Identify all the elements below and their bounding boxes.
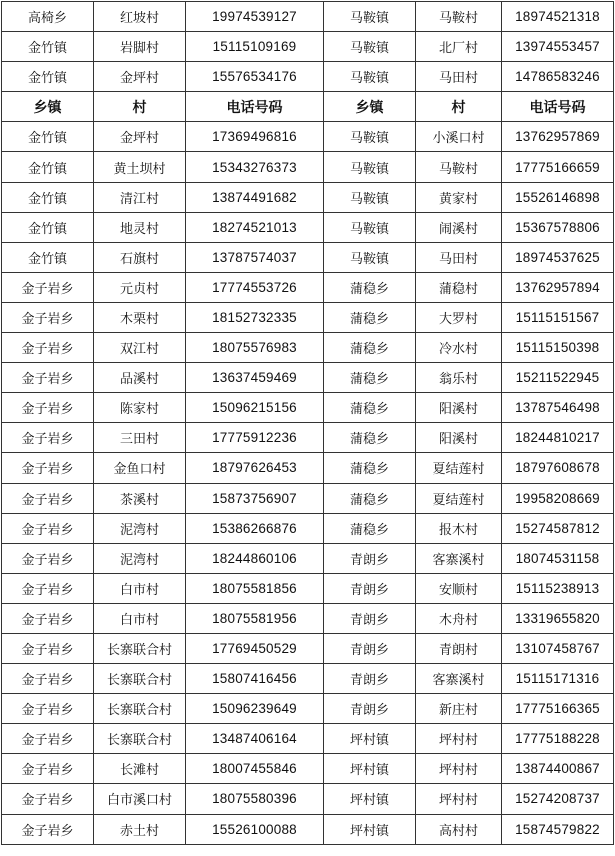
cell-town-left: 金子岩乡 [2,363,94,393]
cell-town-right: 蒲稳乡 [324,272,416,302]
cell-village-right: 木舟村 [416,603,502,633]
cell-village-left: 长寨联合村 [94,694,186,724]
cell-phone-left: 18797626453 [186,453,324,483]
cell-town-left: 金子岩乡 [2,543,94,573]
cell-village-right: 青朗村 [416,633,502,663]
cell-village-left: 泥湾村 [94,543,186,573]
contact-table [1,1,614,845]
cell-phone-right: 15115171316 [502,664,614,694]
header-village-right: 村 [416,92,502,122]
cell-phone-left: 18152732335 [186,302,324,332]
cell-phone-right: 15874579822 [502,814,614,844]
cell-town-right: 蒲稳乡 [324,363,416,393]
cell-village-left: 三田村 [94,423,186,453]
cell-town-right: 青朗乡 [324,694,416,724]
cell-village-left: 品溪村 [94,363,186,393]
cell-phone-left: 15115109169 [186,32,324,62]
cell-village-right: 小溪口村 [416,122,502,152]
cell-town-right: 青朗乡 [324,573,416,603]
cell-village-right: 安顺村 [416,573,502,603]
table-row [2,453,614,483]
cell-phone-right: 18974537625 [502,242,614,272]
table-row [2,363,614,393]
cell-town-right: 坪村镇 [324,814,416,844]
table-row [2,122,614,152]
cell-town-right: 蒲稳乡 [324,483,416,513]
cell-phone-left: 15526100088 [186,814,324,844]
table-row [2,483,614,513]
table-row [2,724,614,754]
cell-town-right: 马鞍镇 [324,122,416,152]
cell-phone-right: 15367578806 [502,212,614,242]
cell-village-left: 黄土坝村 [94,152,186,182]
cell-village-left: 赤土村 [94,814,186,844]
cell-phone-right: 18974521318 [502,2,614,32]
cell-village-right: 新庄村 [416,694,502,724]
cell-village-left: 长滩村 [94,754,186,784]
cell-phone-right: 17775166659 [502,152,614,182]
cell-phone-left: 15096239649 [186,694,324,724]
cell-phone-right: 13974553457 [502,32,614,62]
cell-phone-right: 18797608678 [502,453,614,483]
table-row [2,242,614,272]
cell-town-left: 金竹镇 [2,182,94,212]
cell-village-right: 报木村 [416,513,502,543]
table-row [2,603,614,633]
cell-village-right: 闹溪村 [416,212,502,242]
cell-village-right: 坪村村 [416,754,502,784]
cell-village-left: 红坡村 [94,2,186,32]
header-town-left: 乡镇 [2,92,94,122]
cell-phone-right: 19958208669 [502,483,614,513]
cell-town-left: 金子岩乡 [2,423,94,453]
cell-town-right: 马鞍镇 [324,32,416,62]
cell-phone-left: 18244860106 [186,543,324,573]
table-row [2,32,614,62]
cell-phone-right: 13107458767 [502,633,614,663]
table-row [2,633,614,663]
table-row [2,573,614,603]
table-row [2,62,614,92]
cell-phone-left: 18075576983 [186,333,324,363]
cell-phone-right: 15115151567 [502,302,614,332]
cell-village-right: 高村村 [416,814,502,844]
cell-town-left: 金竹镇 [2,62,94,92]
cell-village-left: 陈家村 [94,393,186,423]
cell-phone-right: 15211522945 [502,363,614,393]
cell-town-left: 金竹镇 [2,122,94,152]
cell-village-right: 夏结莲村 [416,453,502,483]
cell-town-left: 金竹镇 [2,32,94,62]
cell-phone-right: 17775188228 [502,724,614,754]
cell-phone-right: 18074531158 [502,543,614,573]
cell-village-left: 石旗村 [94,242,186,272]
table-row [2,272,614,302]
cell-town-right: 蒲稳乡 [324,453,416,483]
table-row [2,513,614,543]
cell-town-left: 金子岩乡 [2,302,94,332]
cell-village-right: 马田村 [416,242,502,272]
cell-phone-left: 17369496816 [186,122,324,152]
table-row [2,814,614,844]
cell-town-right: 蒲稳乡 [324,423,416,453]
cell-village-right: 阳溪村 [416,393,502,423]
cell-phone-right: 13787546498 [502,393,614,423]
header-phone-right: 电话号码 [502,92,614,122]
cell-village-left: 岩脚村 [94,32,186,62]
cell-town-right: 坪村镇 [324,724,416,754]
cell-town-right: 坪村镇 [324,754,416,784]
cell-village-right: 北厂村 [416,32,502,62]
cell-phone-right: 15274208737 [502,784,614,814]
cell-village-left: 木栗村 [94,302,186,332]
cell-town-right: 青朗乡 [324,633,416,663]
cell-town-right: 青朗乡 [324,603,416,633]
cell-village-right: 马田村 [416,62,502,92]
table-row [2,694,614,724]
cell-phone-right: 13762957869 [502,122,614,152]
table-row [2,423,614,453]
cell-town-right: 马鞍镇 [324,152,416,182]
cell-town-right: 蒲稳乡 [324,302,416,332]
cell-phone-right: 15115238913 [502,573,614,603]
cell-village-left: 金鱼口村 [94,453,186,483]
cell-town-left: 金子岩乡 [2,664,94,694]
cell-phone-right: 13874400867 [502,754,614,784]
cell-village-left: 地灵村 [94,212,186,242]
cell-town-left: 金子岩乡 [2,573,94,603]
cell-phone-right: 17775166365 [502,694,614,724]
cell-town-left: 金竹镇 [2,242,94,272]
cell-town-left: 金子岩乡 [2,633,94,663]
cell-village-right: 坪村村 [416,784,502,814]
cell-village-left: 长寨联合村 [94,724,186,754]
cell-village-right: 客寨溪村 [416,664,502,694]
cell-town-left: 金子岩乡 [2,483,94,513]
cell-phone-left: 15576534176 [186,62,324,92]
cell-town-left: 高椅乡 [2,2,94,32]
cell-phone-left: 15873756907 [186,483,324,513]
table-row [2,152,614,182]
cell-phone-right: 13319655820 [502,603,614,633]
cell-phone-left: 18007455846 [186,754,324,784]
table-row [2,784,614,814]
cell-town-left: 金子岩乡 [2,272,94,302]
cell-village-right: 马鞍村 [416,152,502,182]
cell-town-left: 金子岩乡 [2,453,94,483]
cell-town-left: 金子岩乡 [2,814,94,844]
cell-phone-right: 15526146898 [502,182,614,212]
cell-town-left: 金子岩乡 [2,603,94,633]
cell-village-right: 翁乐村 [416,363,502,393]
cell-phone-left: 17775912236 [186,423,324,453]
table-row [2,2,614,32]
cell-town-right: 马鞍镇 [324,62,416,92]
cell-town-right: 坪村镇 [324,784,416,814]
cell-village-right: 坪村村 [416,724,502,754]
cell-town-left: 金子岩乡 [2,784,94,814]
cell-village-left: 清江村 [94,182,186,212]
cell-phone-left: 13874491682 [186,182,324,212]
cell-village-left: 长寨联合村 [94,633,186,663]
cell-town-left: 金子岩乡 [2,513,94,543]
cell-village-left: 金坪村 [94,62,186,92]
cell-village-left: 双江村 [94,333,186,363]
cell-village-right: 蒲稳村 [416,272,502,302]
cell-village-left: 白市村 [94,573,186,603]
cell-town-left: 金竹镇 [2,212,94,242]
cell-phone-left: 13637459469 [186,363,324,393]
cell-village-left: 元贞村 [94,272,186,302]
cell-phone-left: 13487406164 [186,724,324,754]
cell-phone-right: 18244810217 [502,423,614,453]
cell-phone-left: 15807416456 [186,664,324,694]
cell-town-right: 青朗乡 [324,543,416,573]
cell-village-right: 夏结莲村 [416,483,502,513]
cell-town-left: 金子岩乡 [2,393,94,423]
cell-phone-left: 17774553726 [186,272,324,302]
cell-phone-left: 15343276373 [186,152,324,182]
cell-village-left: 茶溪村 [94,483,186,513]
cell-phone-left: 18274521013 [186,212,324,242]
cell-phone-left: 15386266876 [186,513,324,543]
cell-town-right: 蒲稳乡 [324,333,416,363]
cell-phone-left: 18075581856 [186,573,324,603]
cell-village-left: 金坪村 [94,122,186,152]
cell-phone-left: 17769450529 [186,633,324,663]
table-row [2,754,614,784]
cell-town-left: 金竹镇 [2,152,94,182]
cell-village-right: 大罗村 [416,302,502,332]
cell-town-left: 金子岩乡 [2,724,94,754]
cell-village-left: 白市溪口村 [94,784,186,814]
cell-town-right: 蒲稳乡 [324,393,416,423]
table-row [2,302,614,332]
cell-village-left: 泥湾村 [94,513,186,543]
cell-phone-right: 15274587812 [502,513,614,543]
cell-phone-right: 14786583246 [502,62,614,92]
cell-town-right: 马鞍镇 [324,2,416,32]
table-row [2,182,614,212]
cell-town-left: 金子岩乡 [2,694,94,724]
cell-phone-left: 15096215156 [186,393,324,423]
cell-village-right: 黄家村 [416,182,502,212]
cell-town-right: 马鞍镇 [324,182,416,212]
header-phone-left: 电话号码 [186,92,324,122]
header-town-right: 乡镇 [324,92,416,122]
table-row [2,333,614,363]
table-row [2,212,614,242]
cell-village-right: 阳溪村 [416,423,502,453]
table-header-row [2,92,614,122]
header-village-left: 村 [94,92,186,122]
cell-village-right: 马鞍村 [416,2,502,32]
cell-village-left: 白市村 [94,603,186,633]
cell-town-right: 青朗乡 [324,664,416,694]
cell-phone-left: 19974539127 [186,2,324,32]
cell-town-right: 马鞍镇 [324,212,416,242]
table-row [2,664,614,694]
cell-phone-right: 15115150398 [502,333,614,363]
table-row [2,543,614,573]
cell-phone-left: 18075581956 [186,603,324,633]
cell-phone-left: 13787574037 [186,242,324,272]
cell-village-left: 长寨联合村 [94,664,186,694]
cell-town-right: 马鞍镇 [324,242,416,272]
cell-phone-right: 13762957894 [502,272,614,302]
cell-town-left: 金子岩乡 [2,333,94,363]
cell-village-right: 冷水村 [416,333,502,363]
cell-village-right: 客寨溪村 [416,543,502,573]
cell-phone-left: 18075580396 [186,784,324,814]
table-row [2,393,614,423]
cell-town-right: 蒲稳乡 [324,513,416,543]
cell-town-left: 金子岩乡 [2,754,94,784]
